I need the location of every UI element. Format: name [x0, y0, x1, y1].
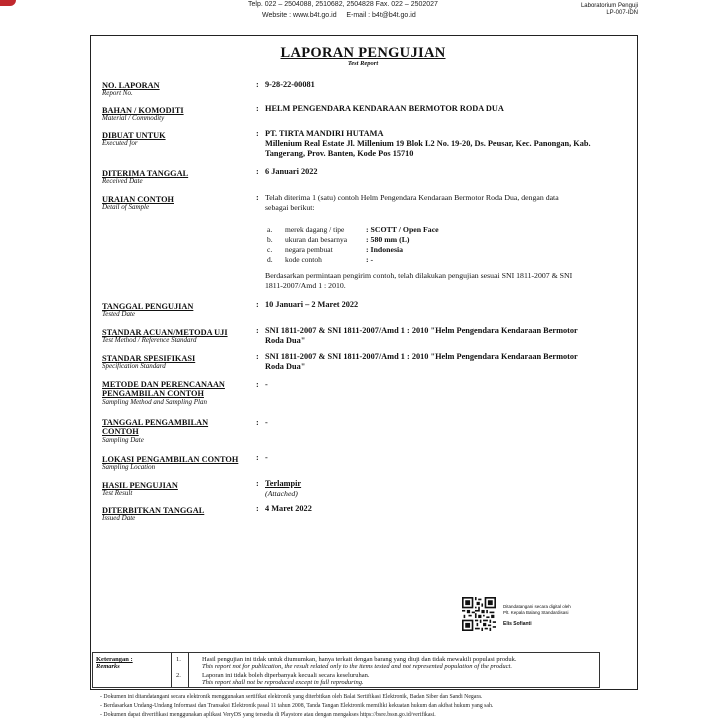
- lab-code: LP-007-IDN: [606, 10, 638, 16]
- executed-for-address-2: Tangerang, Prov. Banten, Kode Pos 15710: [265, 149, 414, 158]
- sample-outro-1: Berdasarkan permintaan pengirim contoh, telah dilakukan pengujian sesuai SNI 1811-2007 & SNI: [265, 271, 573, 280]
- sampling-date-label-en: Sampling Date: [102, 436, 144, 444]
- received-date-label: DITERIMA TANGGAL: [102, 169, 189, 178]
- colon: :: [256, 129, 259, 138]
- commodity-label: BAHAN / KOMODITI: [102, 106, 184, 115]
- sampling-method-label-2: PENGAMBILAN CONTOH: [102, 389, 204, 398]
- sampling-method-label-en: Sampling Method and Sampling Plan: [102, 398, 207, 406]
- sample-item-key: kode contoh: [285, 255, 322, 264]
- sample-item-key: negara pembuat: [285, 245, 333, 254]
- received-date-value: 6 Januari 2022: [265, 167, 318, 176]
- report-title: LAPORAN PENGUJIAN: [280, 45, 446, 61]
- issued-date-label-en: Issued Date: [102, 514, 136, 522]
- specification-label-en: Specification Standard: [102, 362, 166, 370]
- colon: :: [256, 418, 259, 427]
- colon: :: [256, 193, 259, 202]
- sample-intro-1: Telah diterima 1 (satu) contoh Helm Pengendara Kendaraan Bermotor Roda Dua, dengan data: [265, 193, 559, 202]
- colon: :: [256, 453, 259, 462]
- test-method-label-en: Test Method / Reference Standard: [102, 336, 197, 344]
- sampling-location-label: LOKASI PENGAMBILAN CONTOH: [102, 455, 239, 464]
- test-result-label-en: Test Result: [102, 489, 133, 497]
- website-line: [262, 12, 416, 19]
- note-number: 2.: [176, 672, 181, 679]
- report-no-value: 9-28-22-00081: [265, 80, 315, 89]
- footer-line-3: - Dokumen dapat diverifikasi menggunakan aplikasi VeryDS yang tersedia di Playstore atau dengan mengakses https://bsre.bssn.go.id/verifikasi.: [100, 712, 436, 718]
- qr-code-icon[interactable]: [462, 597, 496, 631]
- sample-item-value: : -: [366, 255, 374, 264]
- sample-item-value: : 580 mm (L): [366, 235, 410, 244]
- colon: :: [256, 479, 259, 488]
- divider: [171, 653, 172, 687]
- sample-item-letter: b.: [267, 235, 273, 244]
- sample-detail-label: URAIAN CONTOH: [102, 195, 174, 204]
- colon: :: [256, 104, 259, 113]
- received-date-label-en: Received Date: [102, 177, 143, 185]
- signature-office: Plt. Kepala Balang Standardisasi: [503, 610, 569, 615]
- sampling-date-label-2: CONTOH: [102, 427, 139, 436]
- institution-logo: [0, 0, 16, 6]
- footer-line-2: - Berdasarkan Undang-Undang Informasi dan Transaksi Elektronik pasal 11 tahun 2008, Tanda Tangan Elektronik memiliki kekuatan hukum dan akibat hukum yang sah.: [100, 703, 494, 709]
- sample-item-letter: a.: [267, 225, 273, 234]
- footer-line-1: - Dokumen ini ditandatangani secara elektronik menggunakan sertifikat elektronik yang diterbitkan oleh Balai Sertifikasi Elektronik, Badan Siber dan Sandi Negara.: [100, 694, 483, 700]
- divider: [188, 653, 189, 687]
- signature-note: Ditandatangani secara digital oleh: [503, 604, 571, 609]
- remarks-label-en: Remarks: [96, 663, 120, 670]
- note-2-text-en: This report shall not be reproduced except in full reproduring.: [202, 679, 364, 686]
- colon: :: [256, 352, 259, 361]
- test-method-value-2: Roda Dua": [265, 336, 306, 345]
- website-link[interactable]: www.b4t.go.id: [293, 12, 337, 19]
- sample-item-letter: c.: [267, 245, 273, 254]
- sample-item-value: : SCOTT / Open Face: [366, 225, 439, 234]
- tested-date-label-en: Tested Date: [102, 310, 135, 318]
- test-result-label: HASIL PENGUJIAN: [102, 481, 178, 490]
- tested-date-label: TANGGAL PENGUJIAN: [102, 302, 194, 311]
- website-label: Website :: [262, 12, 292, 19]
- note-1-text-en: This report not for publication, the result related only to the items tested and not represented population of the product.: [202, 663, 512, 670]
- email-label: E-mail :: [346, 12, 371, 19]
- sample-detail-label-en: Detail of Sample: [102, 203, 150, 211]
- test-method-value-1: SNI 1811-2007 & SNI 1811-2007/Amd 1 : 2010 "Helm Pengendara Kendaraan Bermotor: [265, 326, 578, 335]
- colon: :: [256, 380, 259, 389]
- note-number: 1.: [176, 656, 181, 663]
- sample-item-value: : Indonesia: [366, 245, 404, 254]
- remarks-label: Keterangan :: [96, 656, 133, 663]
- sampling-method-label-1: METODE DAN PERENCANAAN: [102, 380, 225, 389]
- colon: :: [256, 167, 259, 176]
- lab-name: Laboratorium Penguji: [580, 3, 638, 9]
- sampling-location-value: -: [265, 453, 268, 462]
- sampling-location-label-en: Sampling Location: [102, 463, 156, 471]
- colon: :: [256, 300, 259, 309]
- signatory-name: Elis Sofianti: [503, 621, 532, 627]
- sampling-date-label-1: TANGGAL PENGAMBILAN: [102, 418, 209, 427]
- specification-label: STANDAR SPESIFIKASI: [102, 354, 196, 363]
- sample-item-letter: d.: [267, 255, 273, 264]
- tested-date-value: 10 Januari – 2 Maret 2022: [265, 300, 359, 309]
- commodity-label-en: Material / Commodity: [102, 114, 165, 122]
- commodity-value: HELM PENGENDARA KENDARAAN BERMOTOR RODA DUA: [265, 104, 504, 113]
- contact-line: Telp. 022 – 2504088, 2510682, 2504828 Fax. 022 – 2502027: [248, 1, 438, 8]
- executed-for-label-en: Executed for: [102, 139, 138, 147]
- specification-value-2: Roda Dua": [265, 362, 306, 371]
- report-subtitle: Test Report: [347, 60, 379, 67]
- test-result-value: Terlampir: [265, 479, 302, 488]
- sample-outro-2: 1811-2007/Amd 1 : 2010.: [265, 281, 346, 290]
- colon: :: [256, 504, 259, 513]
- colon: :: [256, 326, 259, 335]
- executed-for-company: PT. TIRTA MANDIRI HUTAMA: [265, 129, 384, 138]
- note-2-text: Laporan ini tidak boleh diperbanyak kecuali secara keseluruhan.: [202, 672, 370, 679]
- executed-for-address-1: Millenium Real Estate Jl. Millenium 19 Blok L2 No. 19-20, Ds. Peusar, Kec. Panongan, Kab.: [265, 139, 591, 148]
- specification-value-1: SNI 1811-2007 & SNI 1811-2007/Amd 1 : 2010 "Helm Pengendara Kendaraan Bermotor: [265, 352, 578, 361]
- note-1-text: Hasil pengujian ini tidak untuk diumumkan, hanya terkait dengan barang yang diuji dan tidak mewakili populasi produk.: [202, 656, 517, 663]
- colon: :: [256, 80, 259, 89]
- executed-for-label: DIBUAT UNTUK: [102, 131, 166, 140]
- sampling-date-value: -: [265, 418, 268, 427]
- sample-intro-2: sebagai berikut:: [265, 203, 315, 212]
- test-result-value-en: (Attached): [265, 489, 298, 498]
- sample-item-key: merek dagang / tipe: [285, 225, 345, 234]
- report-no-label-en: Report No.: [102, 89, 133, 97]
- sampling-method-value: -: [265, 380, 268, 389]
- report-no-label: NO. LAPORAN: [102, 81, 160, 90]
- issued-date-label: DITERBITKAN TANGGAL: [102, 506, 205, 515]
- sample-item-key: ukuran dan besarnya: [285, 235, 348, 244]
- email-link[interactable]: b4t@b4t.go.id: [372, 12, 416, 19]
- issued-date-value: 4 Maret 2022: [265, 504, 312, 513]
- test-method-label: STANDAR ACUAN/METODA UJI: [102, 328, 228, 337]
